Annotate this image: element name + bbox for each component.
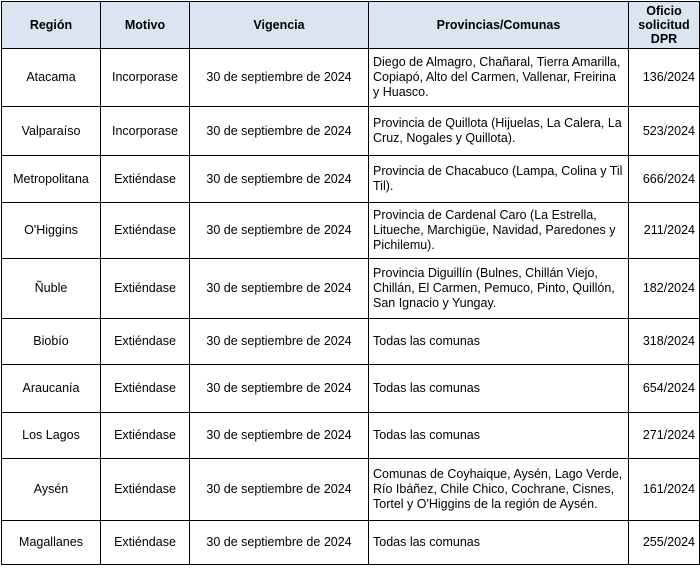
oficio-cell: 136/2024	[629, 49, 700, 107]
provincias-cell: Provincia de Quillota (Hijuelas, La Calera, La Cruz, Nogales y Quillota).	[369, 107, 629, 156]
motivo-cell: Extiéndase	[101, 365, 190, 413]
table-row	[2, 413, 700, 459]
region-cell: O'Higgins	[2, 203, 101, 259]
motivo-cell: Extiéndase	[101, 413, 190, 459]
header-motivo: Motivo	[101, 2, 190, 49]
region-cell: Atacama	[2, 49, 101, 107]
region-cell: Valparaíso	[2, 107, 101, 156]
oficio-cell: 318/2024	[629, 319, 700, 365]
table-row	[2, 459, 700, 521]
motivo-cell: Extiéndase	[101, 259, 190, 319]
table-row	[2, 107, 700, 156]
oficio-cell: 523/2024	[629, 107, 700, 156]
vigencia-cell: 30 de septiembre de 2024	[190, 365, 369, 413]
table-row	[2, 365, 700, 413]
vigencia-cell: 30 de septiembre de 2024	[190, 49, 369, 107]
vigencia-cell: 30 de septiembre de 2024	[190, 459, 369, 521]
vigencia-cell: 30 de septiembre de 2024	[190, 319, 369, 365]
table-row	[2, 203, 700, 259]
header-provincias: Provincias/Comunas	[369, 2, 629, 49]
header-vigencia: Vigencia	[190, 2, 369, 49]
provincias-cell: Comunas de Coyhaique, Aysén, Lago Verde, Río Ibáñez, Chile Chico, Cochrane, Cisnes, Tortel y O'Higgins de la región de Aysén.	[369, 459, 629, 521]
provincias-cell: Provincia de Chacabuco (Lampa, Colina y Til Til).	[369, 156, 629, 203]
motivo-cell: Incorporase	[101, 49, 190, 107]
table-row	[2, 156, 700, 203]
region-cell: Araucanía	[2, 365, 101, 413]
vigencia-cell: 30 de septiembre de 2024	[190, 259, 369, 319]
table-header-row	[2, 2, 700, 49]
oficio-cell: 182/2024	[629, 259, 700, 319]
provincias-cell: Provincia Diguillín (Bulnes, Chillán Viejo, Chillán, El Carmen, Pemuco, Pinto, Quillón, San Ignacio y Yungay.	[369, 259, 629, 319]
motivo-cell: Extiéndase	[101, 459, 190, 521]
table-row	[2, 319, 700, 365]
region-cell: Biobío	[2, 319, 101, 365]
provincias-cell: Todas las comunas	[369, 413, 629, 459]
header-region: Región	[2, 2, 101, 49]
motivo-cell: Extiéndase	[101, 203, 190, 259]
oficio-cell: 161/2024	[629, 459, 700, 521]
motivo-cell: Incorporase	[101, 107, 190, 156]
region-cell: Aysén	[2, 459, 101, 521]
vigencia-cell: 30 de septiembre de 2024	[190, 156, 369, 203]
oficio-cell: 255/2024	[629, 521, 700, 565]
table-row	[2, 259, 700, 319]
oficio-cell: 271/2024	[629, 413, 700, 459]
table-row	[2, 521, 700, 565]
provincias-cell: Todas las comunas	[369, 365, 629, 413]
region-cell: Metropolitana	[2, 156, 101, 203]
table-row	[2, 49, 700, 107]
oficio-cell: 654/2024	[629, 365, 700, 413]
oficio-cell: 211/2024	[629, 203, 700, 259]
vigencia-cell: 30 de septiembre de 2024	[190, 413, 369, 459]
provincias-cell: Todas las comunas	[369, 521, 629, 565]
oficio-cell: 666/2024	[629, 156, 700, 203]
regions-table	[1, 1, 700, 565]
provincias-cell: Provincia de Cardenal Caro (La Estrella, Litueche, Marchigüe, Navidad, Paredones y Pichilemu).	[369, 203, 629, 259]
motivo-cell: Extiéndase	[101, 521, 190, 565]
region-cell: Ñuble	[2, 259, 101, 319]
motivo-cell: Extiéndase	[101, 319, 190, 365]
header-oficio: Oficio solicitud DPR	[629, 2, 700, 49]
vigencia-cell: 30 de septiembre de 2024	[190, 107, 369, 156]
provincias-cell: Todas las comunas	[369, 319, 629, 365]
region-cell: Magallanes	[2, 521, 101, 565]
region-cell: Los Lagos	[2, 413, 101, 459]
vigencia-cell: 30 de septiembre de 2024	[190, 521, 369, 565]
motivo-cell: Extiéndase	[101, 156, 190, 203]
vigencia-cell: 30 de septiembre de 2024	[190, 203, 369, 259]
provincias-cell: Diego de Almagro, Chañaral, Tierra Amarilla, Copiapó, Alto del Carmen, Vallenar, Freirina y Huasco.	[369, 49, 629, 107]
